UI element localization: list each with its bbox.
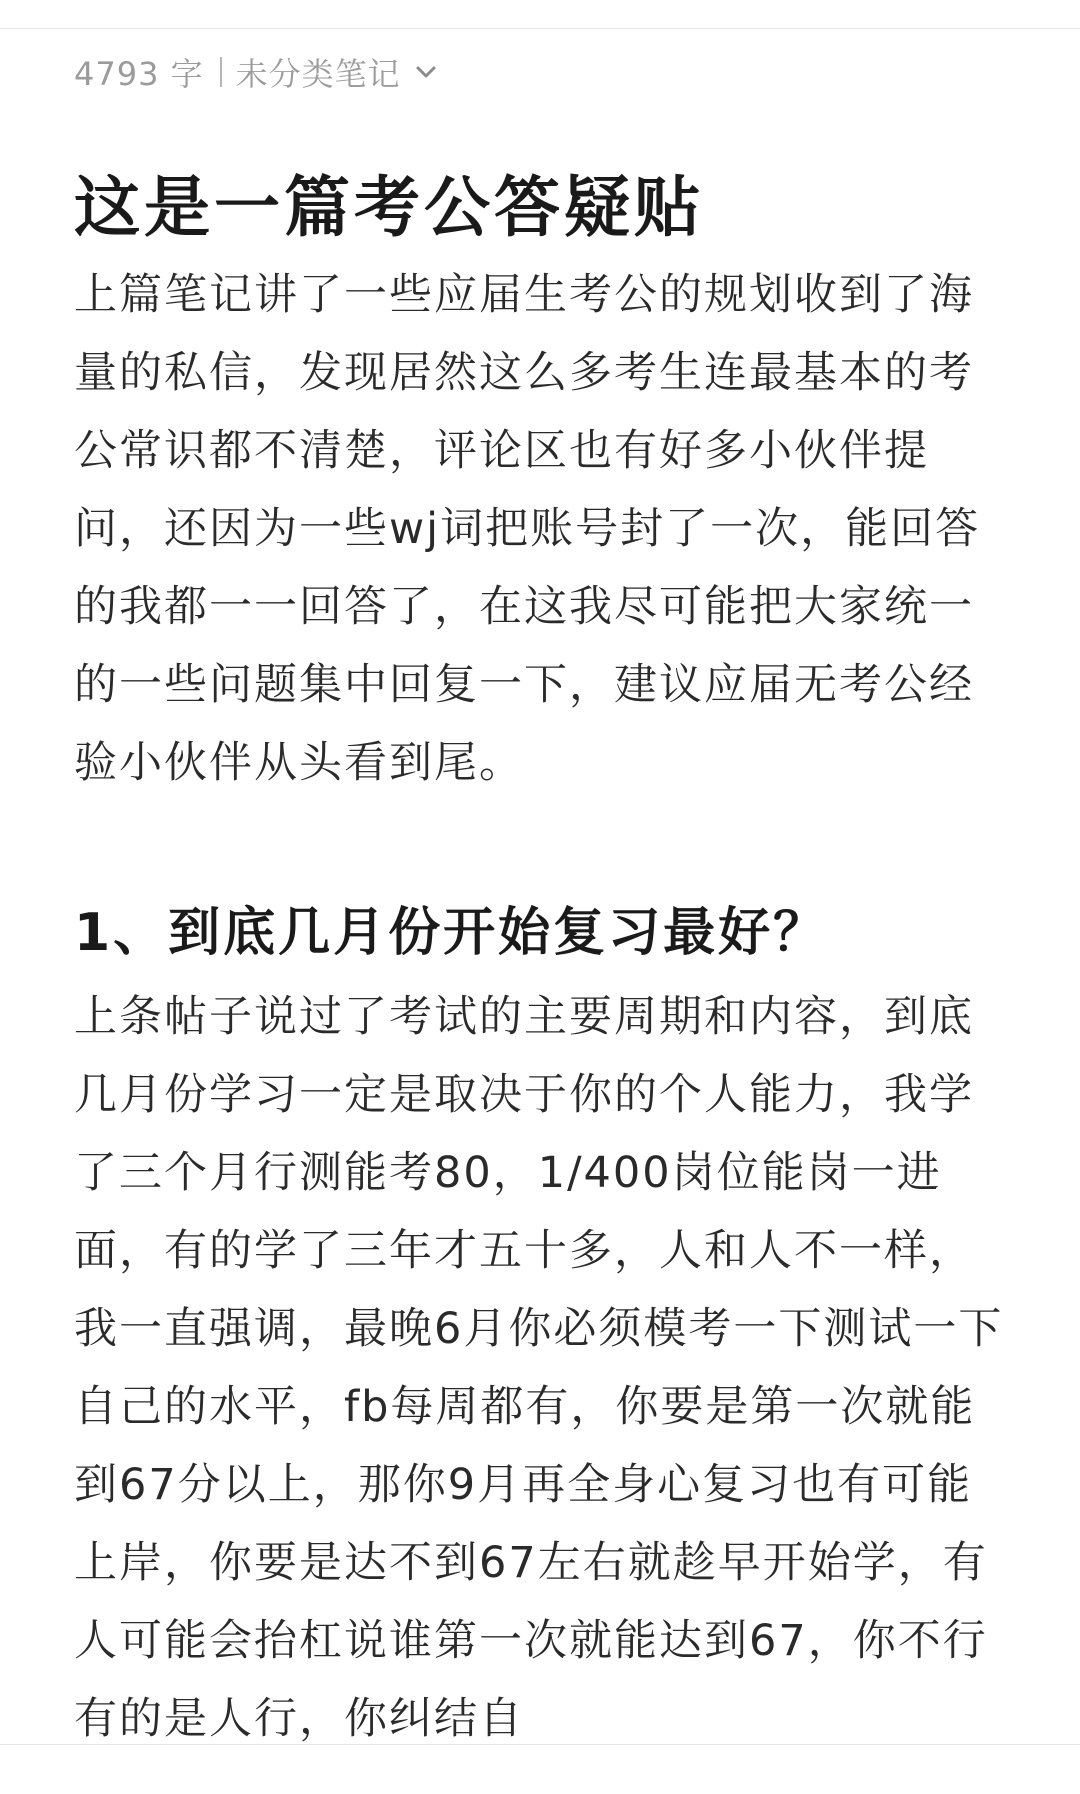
- note-content[interactable]: [74, 160, 1014, 1758]
- bottom-divider: [0, 1744, 1080, 1745]
- category-selector[interactable]: [236, 49, 439, 95]
- intro-paragraph: 上篇笔记讲了一些应届生考公的规划收到了海量的私信，发现居然这么多考生连最基本的考公常识都不清楚，评论区也有好多小伙伴提问，还因为一些wj词把账号封了一次，能回答的我都一一回答了，在这我尽可能把大家统一的一些问题集中回复一下，建议应届无考公经验小伙伴从头看到尾。: [74, 270, 981, 788]
- section-heading: 1、到底几月份开始复习最好？: [74, 903, 829, 963]
- category-label: 未分类笔记: [235, 55, 401, 93]
- note-title: 这是一篇考公答疑贴: [74, 169, 704, 246]
- chevron-down-icon: [413, 59, 439, 85]
- top-divider: [0, 28, 1080, 29]
- section-paragraph: 上条帖子说过了考试的主要周期和内容，到底几月份学习一定是取决于你的个人能力，我学了三个月行测能考80，1/400岗位能岗一进面，有的学了三年才五十多，人和人不一样，我一直强调，最晚6月你必须模考一下测试一下自己的水平，fb每周都有，你要是第一次就能到67分以上，那你9月再全身心复习也有可能上岸，你要是达不到67左右就趁早开始学，有人可能会抬杠说谁第一次就能达到67，你不行有的是人行，你纠结自: [74, 992, 1004, 1744]
- meta-separator: [220, 57, 222, 87]
- word-count: 4793 字: [74, 55, 204, 93]
- note-meta-bar: [74, 46, 439, 98]
